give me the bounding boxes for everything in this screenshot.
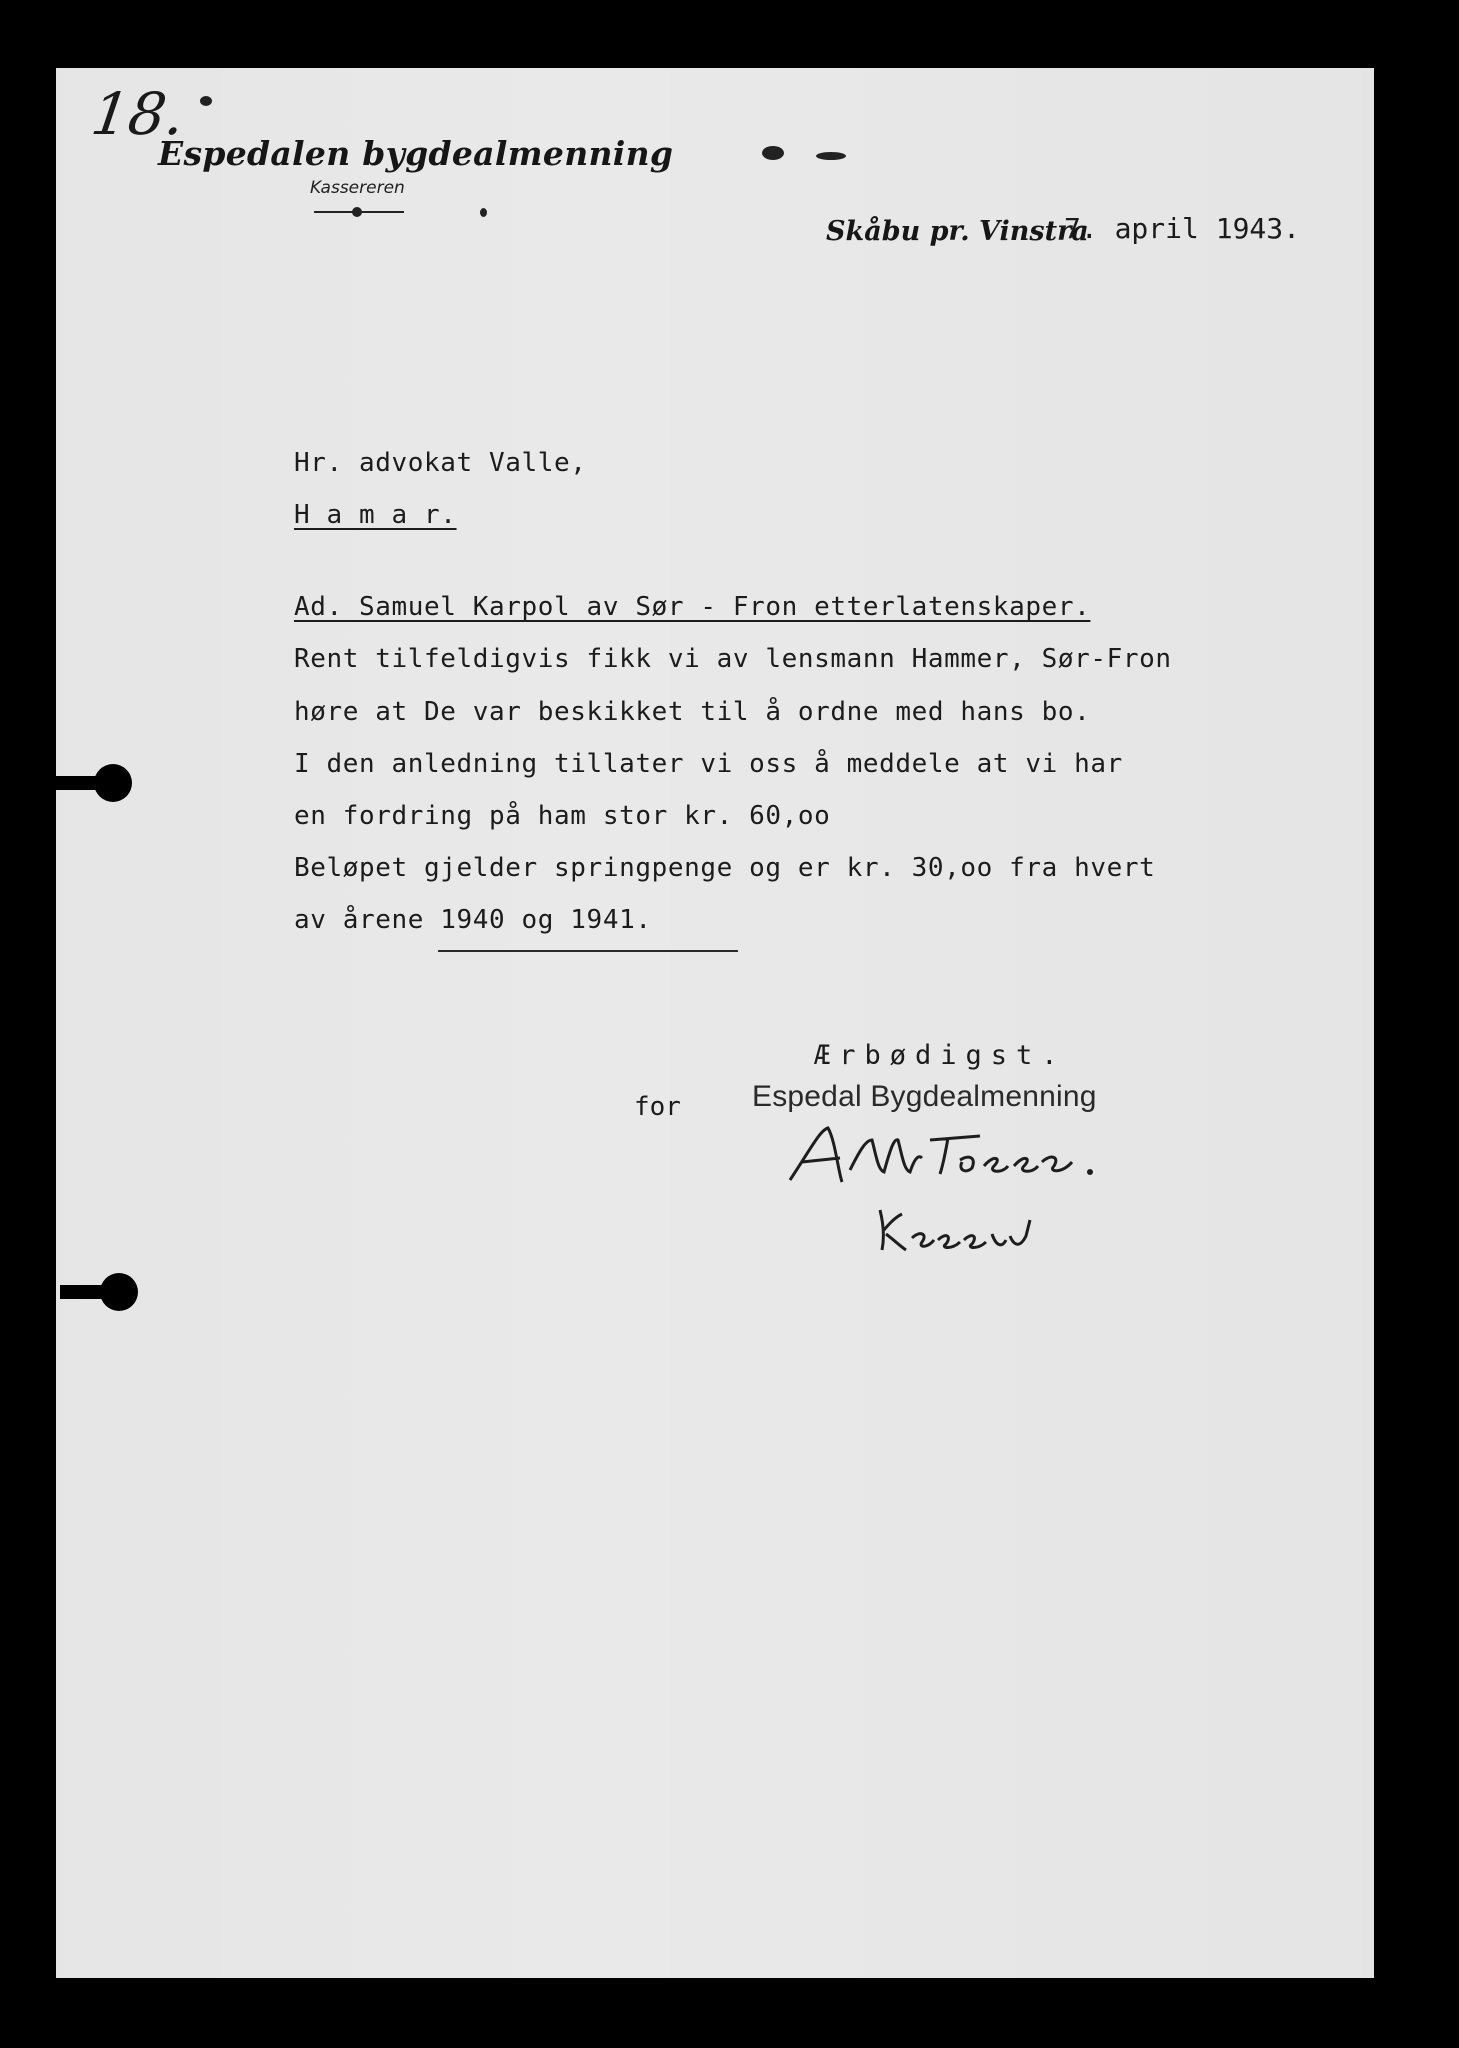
ink-spot: [480, 208, 487, 217]
underline-rule: [438, 950, 738, 952]
page-number: 18.: [87, 80, 190, 148]
recipient-city: H a m a r.: [294, 500, 457, 530]
body-line: Rent tilfeldigvis fikk vi av lensmann Hammer, Sør-Fron: [294, 644, 1172, 674]
letterhead-ornament: [352, 207, 362, 217]
ink-spot: [200, 96, 212, 106]
organization-stamp: Espedal Bygdealmenning: [752, 1080, 1097, 1113]
ink-spot: [816, 152, 846, 160]
punch-hole-top: [94, 764, 132, 802]
body-line: høre at De var beskikket til å ordne med hans bo.: [294, 697, 1091, 727]
for-label: for: [634, 1092, 681, 1122]
punch-hole-bottom: [100, 1273, 138, 1311]
subject-line: Ad. Samuel Karpol av Sør - Fron etterlatenskaper.: [294, 592, 1091, 622]
body-line: av årene 1940 og 1941.: [294, 905, 652, 935]
letterhead-subtitle: Kassereren: [310, 178, 405, 198]
closing-salutation: Ærbødigst.: [814, 1040, 1067, 1071]
handwritten-signature: [780, 1110, 1180, 1260]
body-line: en fordring på ham stor kr. 60,oo: [294, 801, 831, 831]
ink-spot: [762, 146, 784, 160]
dateline-date: 7. april 1943.: [1064, 212, 1301, 245]
letterhead-name: Espedalen bygdealmenning: [158, 134, 674, 173]
body-line: I den anledning tillater vi oss å meddele at vi har: [294, 749, 1123, 779]
paper-sheet: [56, 68, 1374, 1978]
body-line: Beløpet gjelder springpenge og er kr. 30,oo fra hvert: [294, 853, 1156, 883]
dateline-place: Skåbu pr. Vinstra: [826, 216, 1089, 247]
recipient-line: Hr. advokat Valle,: [294, 448, 587, 478]
